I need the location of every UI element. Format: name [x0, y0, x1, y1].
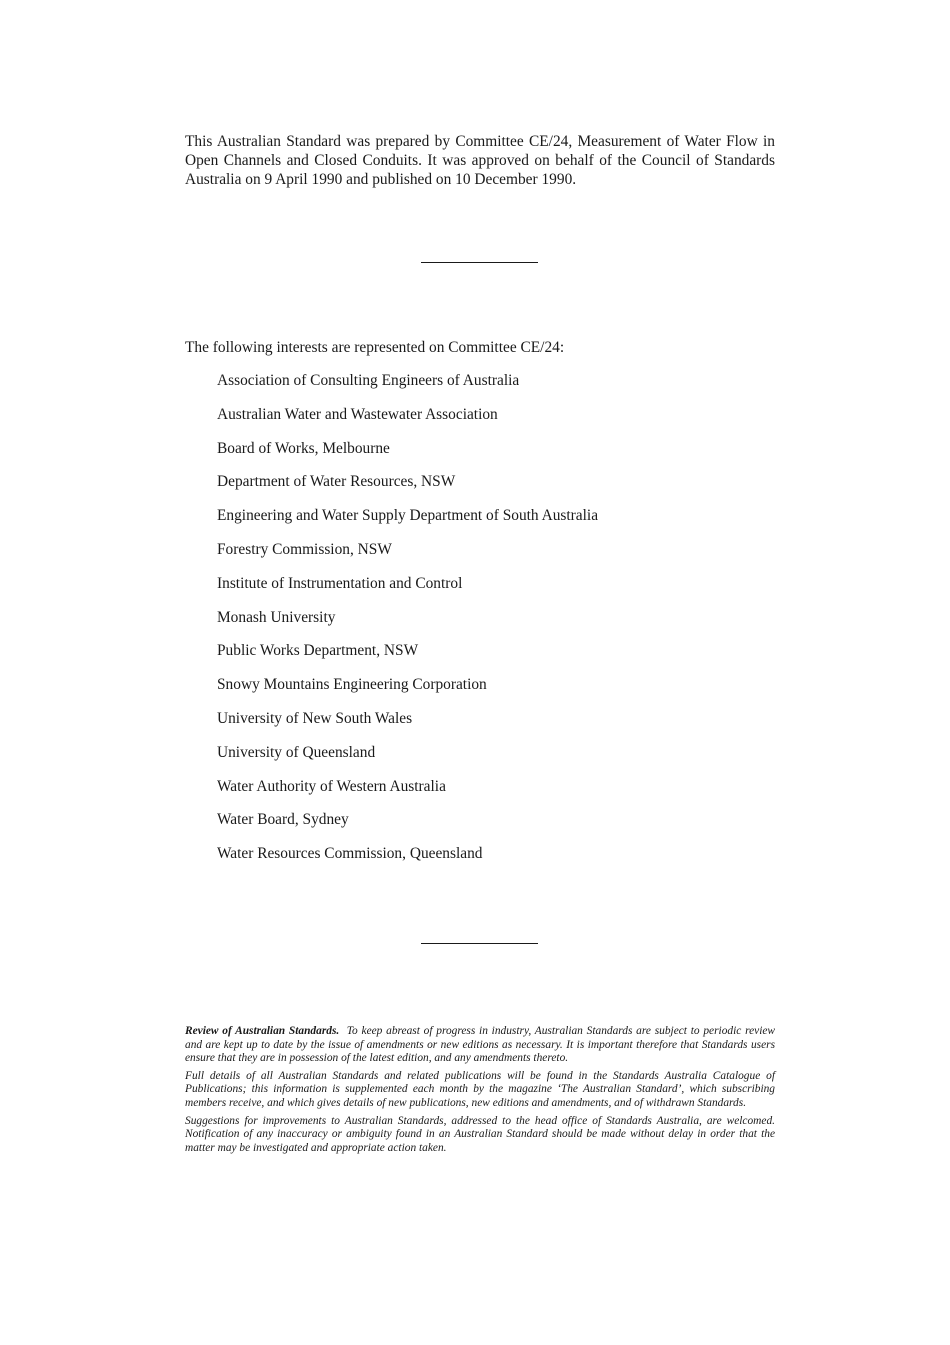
committee-member: Engineering and Water Supply Department of South Australia	[217, 507, 599, 525]
committee-member: Water Board, Sydney	[217, 811, 349, 829]
committee-member: Water Authority of Western Australia	[217, 777, 446, 795]
committee-member: Association of Consulting Engineers of Australia	[217, 372, 520, 389]
committee-member: University of Queensland	[217, 743, 376, 761]
committee-member: Monash University	[217, 608, 336, 626]
committee-member: Snowy Mountains Engineering Corporation	[217, 676, 487, 694]
standards-review-notice	[185, 1025, 775, 1159]
committee-member: Public Works Department, NSW	[217, 642, 419, 660]
review-text: To keep abreast of progress in industry, Australian Standards are subject to periodic review and are kept up to date by the issue of amendments or new editions as necessary. It is important therefore that Standards users ensure that they are in possession of the latest edition, and any amendments thereto.	[185, 1025, 776, 1065]
preparation-statement: This Australian Standard was prepared by Committee CE/24, Measurement of Water Flow in Open Channels and Closed Conduits. It was approved on behalf of the Council of Standards Australia on 9 April 1990 and published on 10 December 1990.	[185, 133, 775, 189]
suggestions-paragraph: Suggestions for improvements to Australian Standards, addressed to the head office of Standards Australia, are welcomed. Notification of any inaccuracy or ambiguity found in an Australian Standard should be made without delay in order that the matter may be investigated and appropriate action taken.	[185, 1114, 775, 1154]
committee-member: Department of Water Resources, NSW	[217, 473, 456, 491]
committee-member: Australian Water and Wastewater Association	[217, 405, 498, 423]
catalogue-paragraph: Full details of all Australian Standards and related publications will be found in the Standards Australia Catalogue of Publications; this information is supplemented each month by the magazine ‘The Australian Standard’, which subscribing members receive, and which gives details of new publications, new editions and amendments, and of withdrawn Standards.	[185, 1069, 775, 1109]
section-divider-top	[421, 262, 538, 263]
section-divider-bottom	[421, 943, 538, 944]
committee-member-list	[217, 371, 598, 878]
committee-member: Water Resources Commission, Queensland	[217, 845, 483, 863]
committee-member: Institute of Instrumentation and Control	[217, 574, 463, 592]
review-heading: Review of Australian Standards.	[185, 1025, 340, 1037]
committee-member: Forestry Commission, NSW	[217, 540, 392, 558]
committee-member: University of New South Wales	[217, 709, 413, 727]
review-paragraph	[185, 1025, 775, 1066]
committee-member: Board of Works, Melbourne	[217, 439, 390, 457]
committee-heading: The following interests are represented on Committee CE/24:	[185, 339, 565, 356]
